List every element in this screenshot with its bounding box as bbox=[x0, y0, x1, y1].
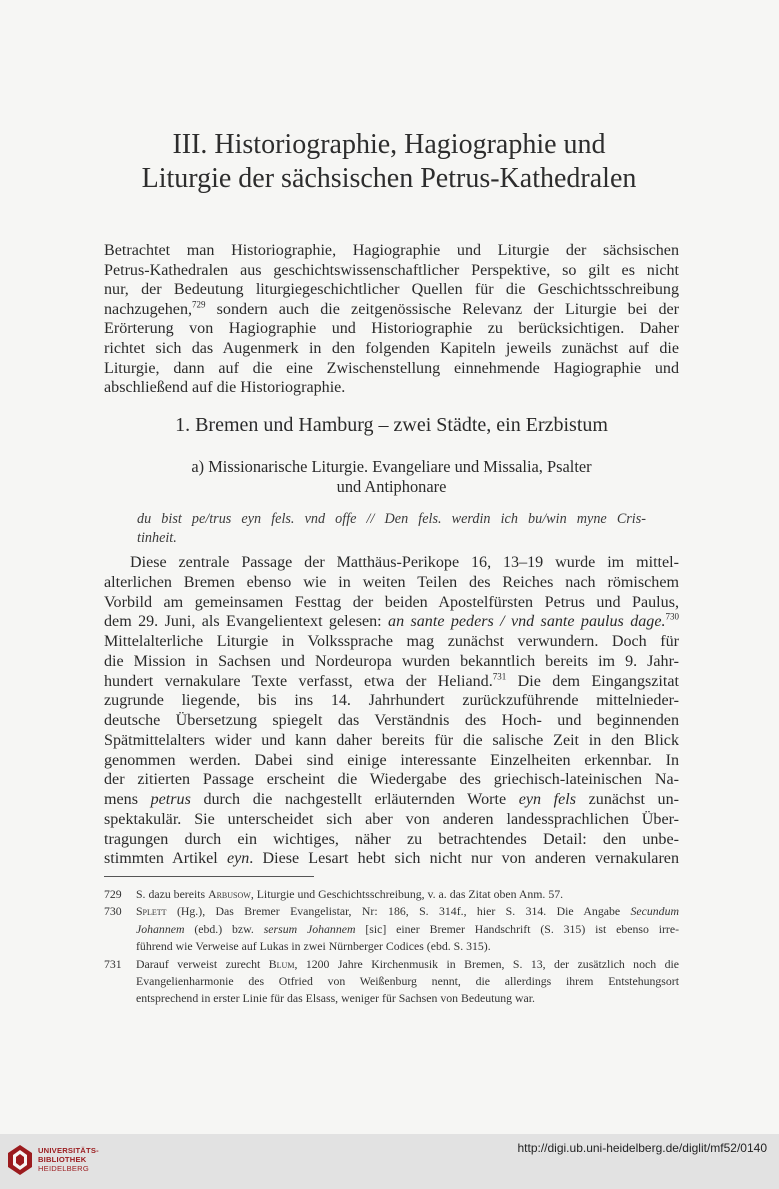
footnote-ref-729[interactable]: 729 bbox=[192, 299, 206, 310]
text-segment: sondern auch die zeitgenössische Relevanz der Liturgie bei der bbox=[205, 300, 679, 318]
footnote-line: entsprechend in erster Linie für das Elsass, weniger für Sachsen von Bedeutung war. bbox=[136, 991, 536, 1006]
text-segment: (Hg.), Das Bremer Evangelistar, Nr: 186, S. 314f., hier S. 314. Die Angabe bbox=[166, 904, 631, 919]
footnote-number: 730 bbox=[104, 904, 122, 919]
text-line bbox=[104, 849, 679, 869]
footnote-ref-731[interactable]: 731 bbox=[492, 671, 507, 682]
body-paragraph bbox=[104, 553, 679, 869]
text-line: Vorbild am gemeinsamen Festtag der beiden Apostelfürsten Petrus und Paulus, bbox=[104, 593, 679, 611]
text-line: Liturgie, dann auf die eine Zwischenstellung einnehmende Hagiographie und bbox=[104, 359, 679, 377]
text-segment: zunächst un- bbox=[576, 791, 679, 808]
text-line bbox=[104, 672, 679, 692]
epigraph-line: du bist pe/trus eyn fels. vnd offe // Den fels. werdin ich bu/win myne Cris- bbox=[137, 511, 646, 527]
italic-word: Secundum bbox=[630, 904, 679, 919]
text-line: abschließend auf die Historiographie. bbox=[104, 379, 346, 397]
author-name: Blum bbox=[268, 956, 295, 971]
text-segment: [sic] einer Bremer Handschrift (S. 315) ist ebenso irre- bbox=[355, 921, 679, 936]
text-line: die Mission in Sachsen und Nordeuropa wurden bekanntlich bereits im 9. Jahr- bbox=[104, 652, 679, 670]
text-line: richtet sich das Augenmerk in den folgenden Kapiteln jeweils zunächst auf die bbox=[104, 339, 679, 357]
footnote-line bbox=[136, 886, 679, 903]
footnote-line bbox=[136, 921, 679, 938]
text-line: der zitierten Passage erscheint die Wiedergabe des griechisch-lateinischen Na- bbox=[104, 771, 679, 789]
italic-word: sersum Johannem bbox=[263, 921, 356, 936]
footnote-ref-730[interactable]: 730 bbox=[665, 611, 679, 622]
text-segment: nachzugehen, bbox=[104, 300, 193, 318]
text-line: tragungen durch ein wichtiges, näher zu betrachtendes Detail: den unbe- bbox=[104, 830, 679, 848]
text-segment: (ebd.) bzw. bbox=[184, 921, 264, 936]
footnote-line bbox=[136, 903, 679, 920]
intro-paragraph bbox=[104, 241, 679, 398]
text-segment: Darauf verweist zurecht bbox=[136, 956, 269, 971]
footnote-number: 731 bbox=[104, 956, 122, 971]
text-line bbox=[104, 790, 679, 810]
text-segment: S. dazu bereits bbox=[136, 887, 209, 901]
text-line: Mittelalterliche Liturgie in Volkssprache mag zunächst verwundern. Doch für bbox=[104, 633, 679, 650]
italic-word: eyn fels bbox=[518, 791, 577, 808]
section-title: 1. Bremen und Hamburg – zwei Städte, ein Erzbistum bbox=[175, 414, 608, 436]
subsection-title bbox=[104, 457, 679, 496]
text-line: alterlichen Bremen ebenso wie in weiten Teilen des Reiches nach römischem bbox=[104, 573, 679, 591]
author-name: Splett bbox=[136, 904, 167, 919]
text-segment: , 1200 Jahre Kirchenmusik in Bremen, S. 13, der zusätzlich noch die bbox=[294, 956, 679, 971]
footnote-line: führend wie Verweise auf Lukas in zwei Nürnberger Codices (ebd. S. 315). bbox=[136, 939, 491, 954]
footnote-line bbox=[136, 956, 679, 973]
text-segment: Die dem Eingangszitat bbox=[506, 672, 679, 690]
footnote-731 bbox=[104, 956, 679, 1008]
footnote-line: Evangelienharmonie des Otfried von Weißenburg nennt, die allerdings ihrem Entstehungsort bbox=[136, 974, 679, 989]
italic-word: Johannem bbox=[136, 921, 185, 936]
subsection-title-line: a) Missionarische Liturgie. Evangeliare und Missalia, Psalter bbox=[191, 457, 592, 476]
epigraph-quote bbox=[137, 510, 646, 548]
text-segment: mens bbox=[104, 791, 151, 808]
document-url[interactable]: http://digi.ub.uni-heidelberg.de/diglit/mf52/0140 bbox=[517, 1141, 767, 1155]
library-crest-icon bbox=[8, 1145, 32, 1175]
text-line bbox=[104, 612, 679, 632]
footnotes bbox=[104, 886, 679, 1008]
text-line bbox=[104, 300, 679, 320]
library-name-line: HEIDELBERG bbox=[38, 1163, 89, 1173]
text-segment: , Liturgie und Geschichtsschreibung, v. a. das Zitat oben Anm. 57. bbox=[250, 887, 564, 901]
chapter-title-line: Liturgie der sächsischen Petrus-Kathedralen bbox=[141, 163, 637, 194]
chapter-title-line: III. Historiographie, Hagiographie und bbox=[172, 129, 606, 160]
text-segment: durch die nachgestellt erläuternden Worte bbox=[190, 791, 519, 808]
text-line: genommen werden. Dabei sind einige interessante Einzelheiten erkennbar. In bbox=[104, 751, 679, 769]
library-name-line: BIBLIOTHEK bbox=[38, 1154, 87, 1164]
text-line: zugrunde liegende, bis ins 14. Jahrhundert zurückzuführende mittelnieder- bbox=[104, 692, 679, 710]
text-segment: . Diese Lesart hebt sich nicht nur von anderen vernakularen bbox=[249, 850, 679, 868]
subsection-title-line: und Antiphonare bbox=[336, 476, 447, 496]
library-name-line: UNIVERSITÄTS- bbox=[38, 1146, 99, 1155]
text-line: Erörterung von Hagiographie und Historiographie zu berücksichtigen. Daher bbox=[104, 320, 679, 338]
text-line: nur, der Bedeutung liturgiegeschichtlicher Quellen für die Geschichtsschreibung bbox=[104, 281, 679, 299]
text-line: Spätmittelalters wider und kann daher bereits für die salische Zeit in den Blick bbox=[104, 731, 679, 749]
library-name bbox=[38, 1147, 99, 1173]
footnote-730 bbox=[104, 903, 679, 955]
text-line: spektakulär. Sie unterscheidet sich aber von anderen landessprachlichen Über- bbox=[104, 810, 679, 828]
footnote-number: 729 bbox=[104, 887, 122, 901]
italic-quote: an sante peders / vnd sante paulus dage. bbox=[388, 613, 666, 631]
footnote-729 bbox=[104, 886, 679, 903]
text-segment: dem 29. Juni, als Evangelientext gelesen: bbox=[104, 613, 389, 631]
text-line: deutsche Übersetzung spiegelt das Verständnis des Hoch- und beginnenden bbox=[104, 712, 679, 729]
footnote-divider bbox=[104, 876, 314, 877]
text-line: Diese zentrale Passage der Matthäus-Perikope 16, 13–19 wurde im mittel- bbox=[130, 554, 679, 571]
italic-word: petrus bbox=[150, 791, 191, 808]
author-name: Arbusow bbox=[208, 887, 251, 901]
text-segment: hundert vernakulare Texte verfasst, etwa der Heliand. bbox=[104, 672, 493, 690]
italic-word: eyn bbox=[226, 850, 250, 868]
chapter-title bbox=[100, 128, 678, 196]
text-line: Betrachtet man Historiographie, Hagiographie und Liturgie der sächsischen bbox=[104, 242, 679, 259]
library-logo[interactable] bbox=[8, 1141, 128, 1181]
text-segment: stimmten Artikel bbox=[104, 850, 227, 868]
epigraph-line: tinheit. bbox=[137, 530, 177, 546]
text-line: Petrus-Kathedralen aus geschichtswissenschaftlicher Perspektive, so gilt es nicht bbox=[104, 261, 679, 279]
